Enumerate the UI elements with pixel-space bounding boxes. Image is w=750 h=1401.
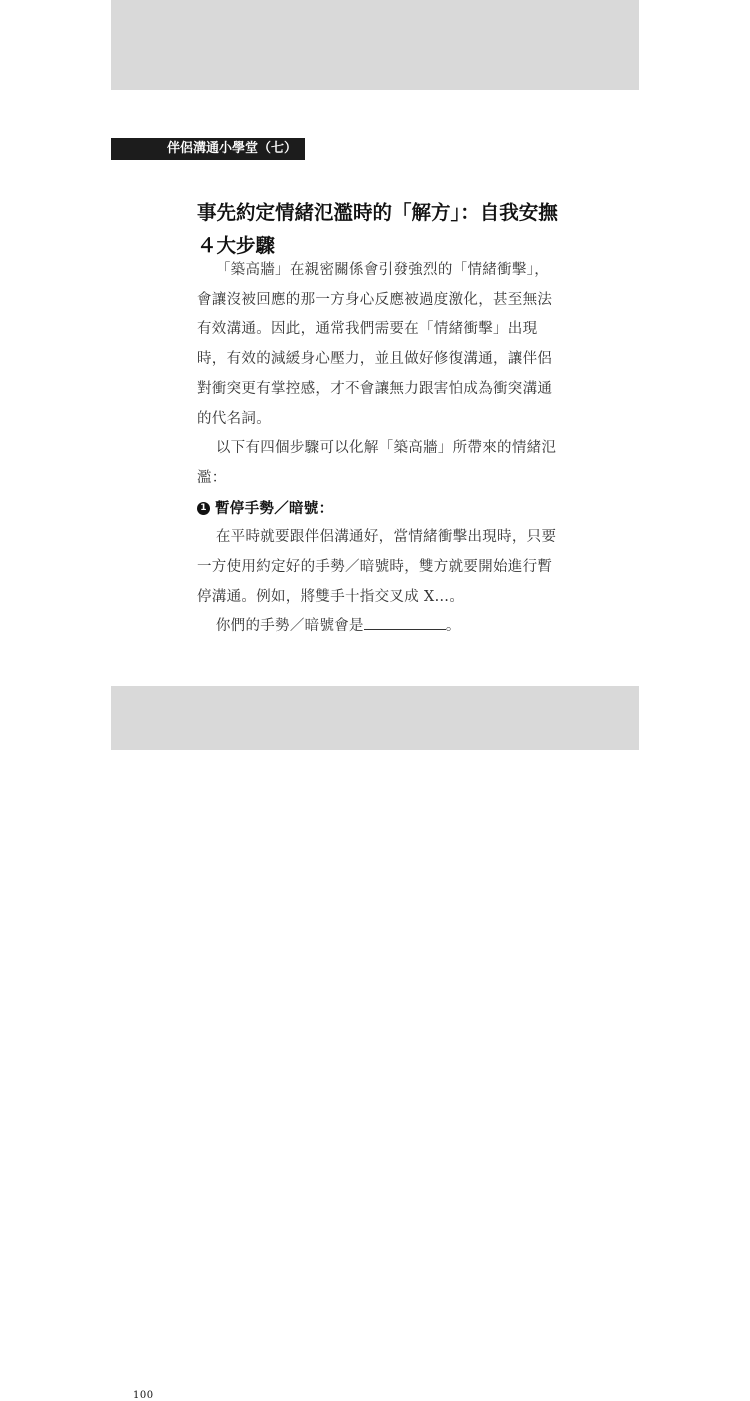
section-title: 伴侶溝通小學堂（七） <box>166 141 297 156</box>
page-number: 100 <box>133 1390 154 1401</box>
fill-in-blank <box>364 615 446 630</box>
step-title: 暫停手勢／暗號： <box>215 499 334 517</box>
article-body <box>197 256 557 642</box>
section-header-bar <box>111 138 305 160</box>
step-text: 在平時就要跟伴侶溝通好，當情緒衝擊出現時，只要一方使用約定好的手勢／暗號時，雙方就要開始進行暫停溝通。例如，將雙手十指交叉成 X…。 <box>197 529 557 605</box>
top-margin-band <box>111 0 639 90</box>
fill-in-line <box>197 612 557 642</box>
step-heading <box>197 494 557 524</box>
step-number-badge: 1 <box>197 502 210 515</box>
fill-in-suffix: 。 <box>445 618 461 635</box>
fill-in-prefix: 你們的手勢／暗號會是 <box>215 618 364 635</box>
paragraph: 以下有四個步驟可以化解「築高牆」所帶來的情緒氾濫： <box>197 440 557 486</box>
bottom-margin-band <box>111 686 639 1401</box>
paragraph: 「築高牆」在親密關係會引發強烈的「情緒衝擊」，會讓沒被回應的那一方身心反應被過度激化，甚至無法有效溝通。因此，通常我們需要在「情緒衝擊」出現時，有效的減緩身心壓力，並且做好修復溝通，讓伴侶對衝突更有掌控感，才不會讓無力跟害怕成為衝突溝通的代名詞。 <box>197 262 553 427</box>
article-heading: 事先約定情緒氾濫時的「解方」：自我安撫４大步驟 <box>197 201 558 257</box>
book-page <box>111 0 639 1401</box>
